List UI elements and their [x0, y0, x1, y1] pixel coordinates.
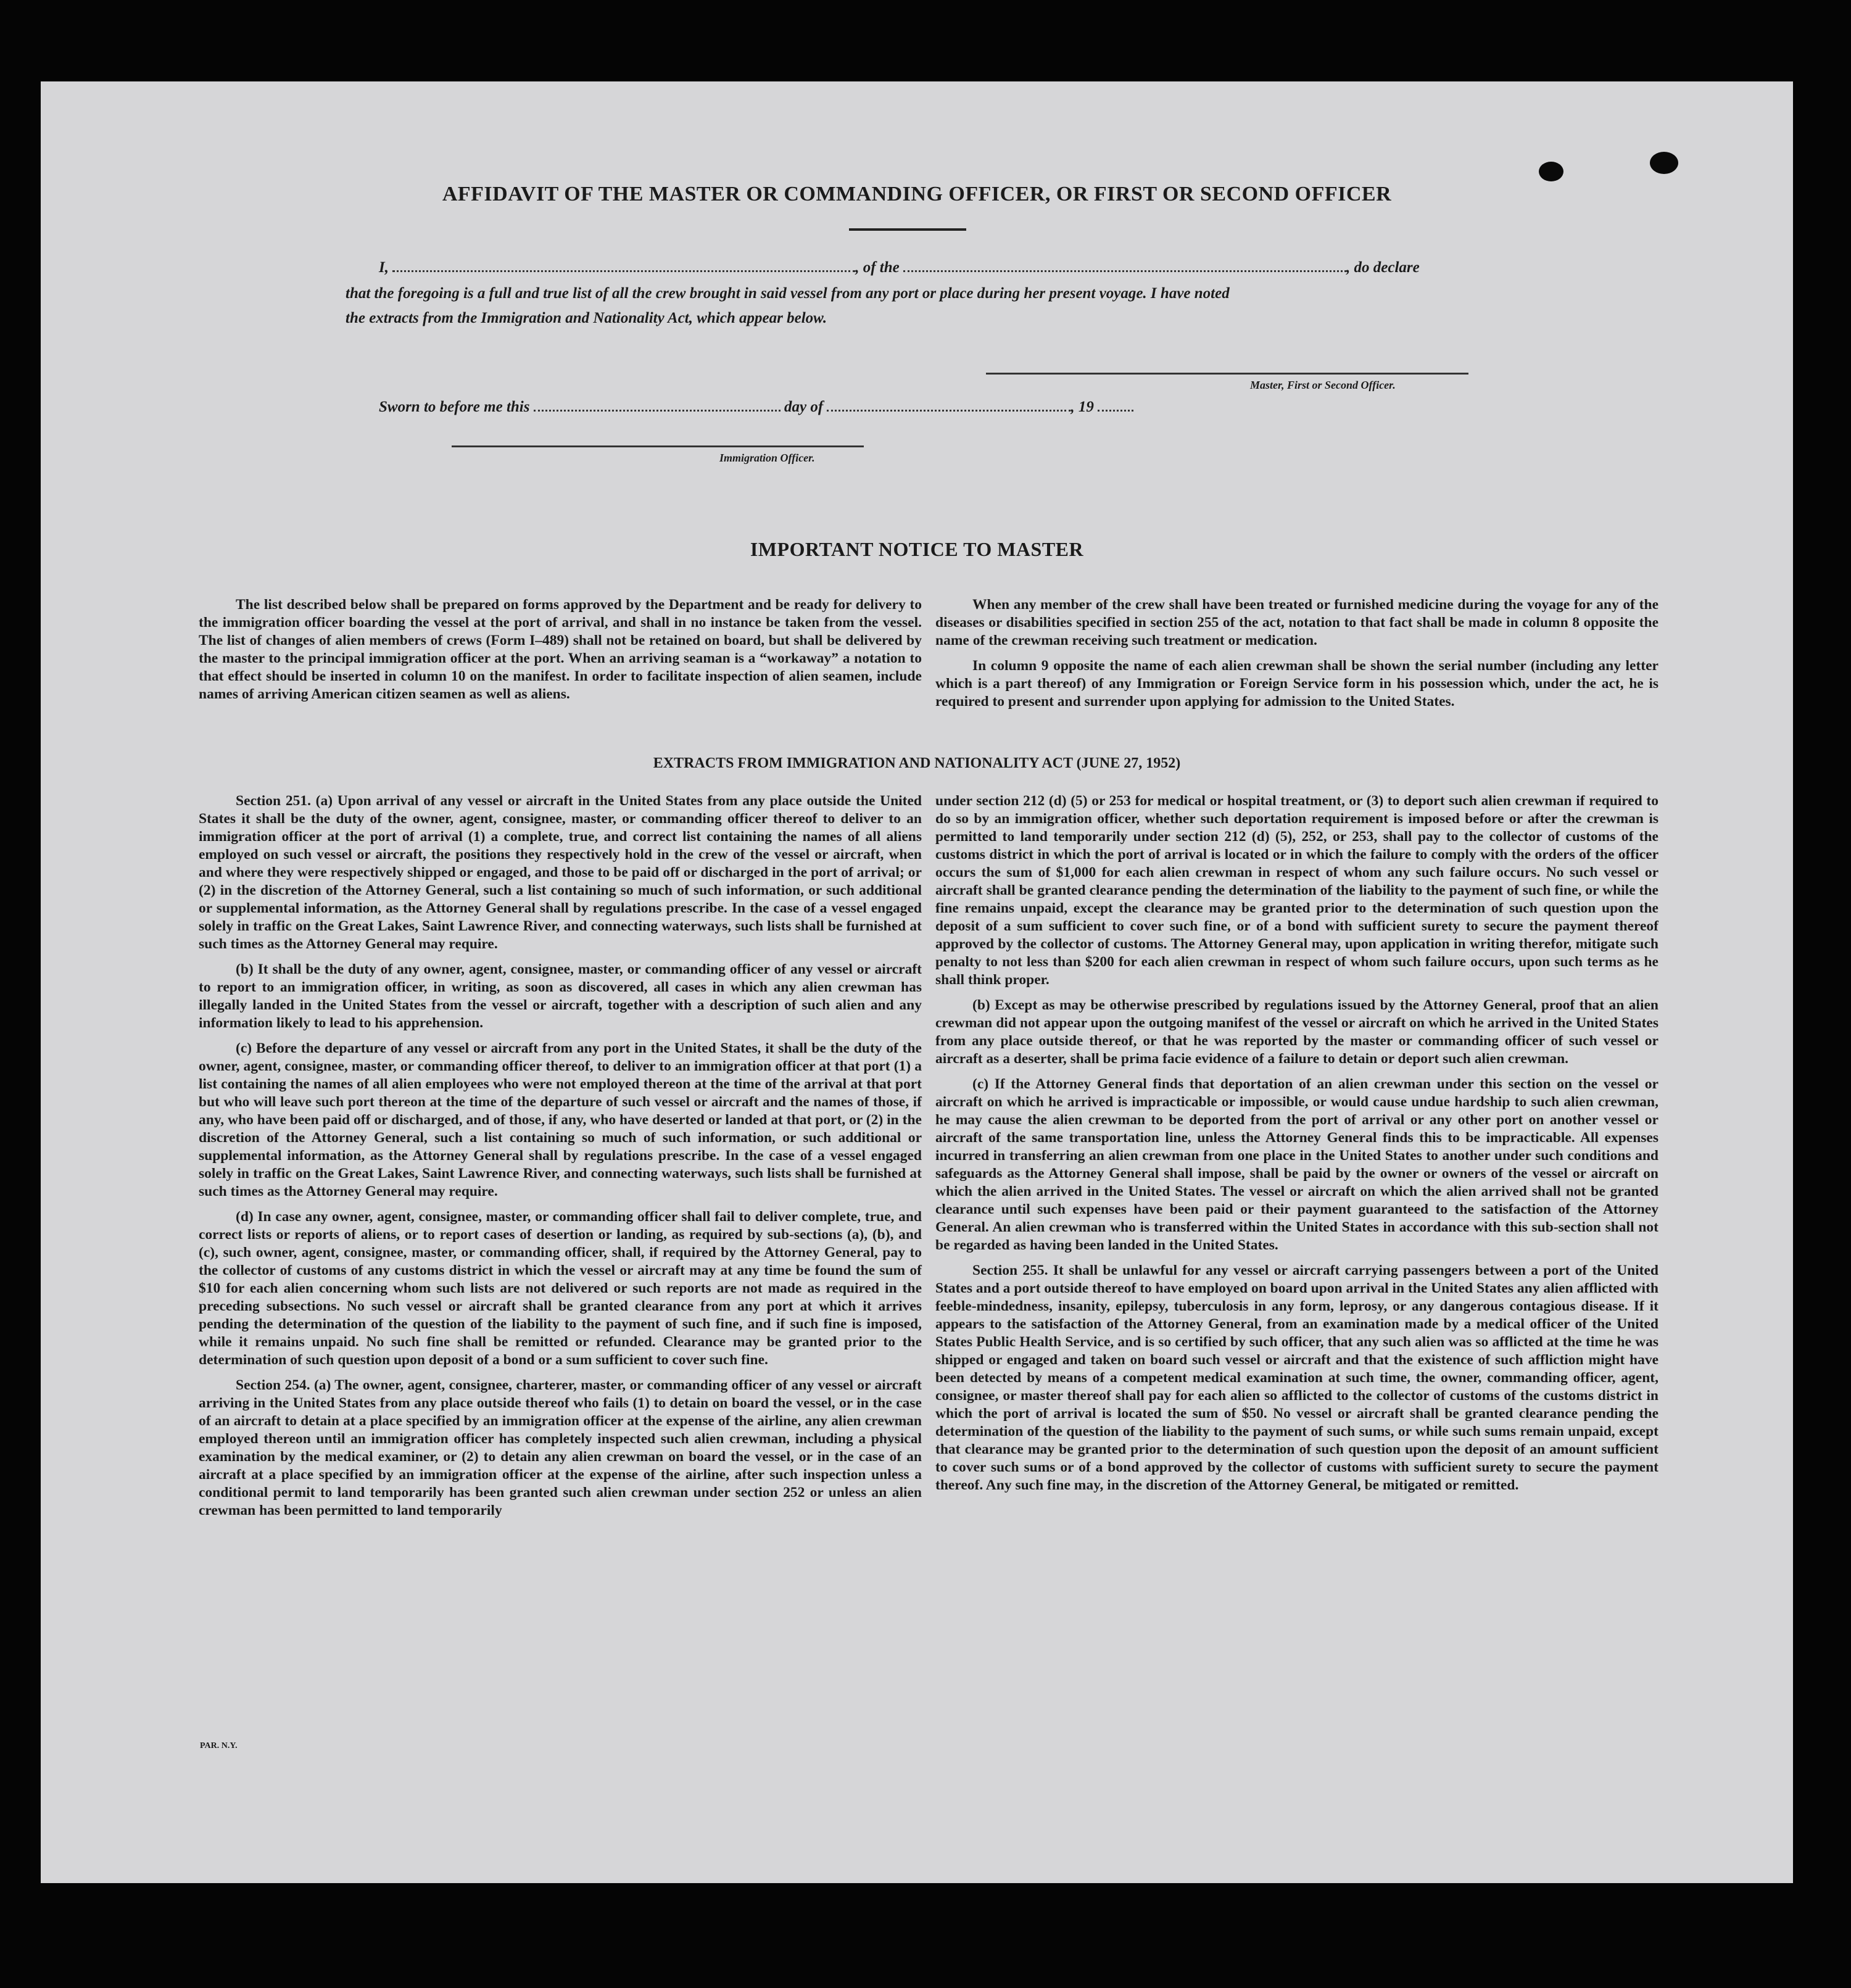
immigration-officer-signature-line[interactable]: [452, 445, 864, 447]
notice-right-column: [935, 596, 1658, 718]
section-251-d: (d) In case any owner, agent, consignee, master, or commanding officer shall fail to deliver complete, true, and correct lists or reports of aliens, or to report cases of desertion or landing, as required by sub-sections (a), (b), and (c), such owner, agent, consignee, master, or commanding officer, shall, if required by the Attorney General, pay to the collector of customs of any customs district in which the vessel or aircraft may at any time be found the sum of $10 for each alien concerning whom such lists are not delivered or such reports are not made as required in the preceding subsections. No such vessel or aircraft shall be granted clearance from any port at which it arrives pending the determination of the question of the liability to the payment of such fine, and if such fine is imposed, while it remains unpaid. No such fine shall be remitted or refunded. Clearance may be granted prior to the determination of such question upon deposit of a bond or a sum sufficient to cover such fine.: [199, 1209, 922, 1368]
extracts-title: EXTRACTS FROM IMMIGRATION AND NATIONALITY ACT (JUNE 27, 1952): [653, 755, 1181, 771]
sworn-year: , 19: [1070, 399, 1094, 415]
extracts-right-column: [935, 792, 1658, 1502]
sworn-text: Sworn to before me this: [379, 399, 530, 415]
declaration-of-the: , of the: [855, 259, 900, 276]
affidavit-title: AFFIDAVIT OF THE MASTER OR COMMANDING OFFICER, OR FIRST OR SECOND OFFICER: [442, 183, 1392, 205]
declaration-line-3: the extracts from the Immigration and Nationality Act, which appear below.: [346, 310, 827, 326]
section-251-c: (c) Before the departure of any vessel or aircraft from any port in the United States, it shall be the duty of the owner, agent, consignee, master, or commanding officer thereof, to deliver to an immigration officer at that port (1) a list containing the names of all alien employees who were not employed thereon at the time of the arrival at that port but who will leave such port thereon at the time of the departure of such vessel or aircraft and the names of those, if any, who have been paid off or discharged, and of those, if any, who have deserted or landed at that port, or (2) in the discretion of the Attorney General, such a list containing so much of such information, or such additional or supplemental information, as the Attorney General shall by regulations prescribe. In the case of a vessel engaged solely in traffic on the Great Lakes, Saint Lawrence River, and connecting waterways, such lists shall be furnished at such times as the Attorney General may require.: [199, 1040, 922, 1199]
name-blank[interactable]: [392, 259, 855, 272]
sworn-day-blank[interactable]: [534, 399, 781, 412]
ink-blot: [1650, 152, 1678, 174]
sworn-month-blank[interactable]: [827, 399, 1070, 412]
notice-title: IMPORTANT NOTICE TO MASTER: [750, 538, 1084, 560]
declaration-i: I,: [379, 259, 389, 276]
ink-blot: [1539, 162, 1563, 181]
notice-paragraph: The list described below shall be prepared on forms approved by the Department and be ready for delivery to the immigration officer boarding the vessel at the port of arrival, and shall in no instance be taken from the vessel. The list of changes of alien members of crews (Form I–489) shall not be retained on board, but shall be delivered by the master to the principal immigration officer at the port. When an arriving seaman is a “workaway” a notation to that effect should be inserted in column 10 on the manifest. In order to facilitate inspection of alien seamen, include names of arriving American citizen seamen as well as aliens.: [199, 597, 922, 702]
section-254-a: Section 254. (a) The owner, agent, consignee, charterer, master, or commanding officer of any vessel or aircraft arriving in the United States from any place outside thereof who fails (1) to detain on board the vessel, or in the case of an aircraft to detain at a place specified by an immigration officer at the expense of the airline, any alien crewman employed thereon until an immigration officer has completely inspected such alien crewman, including a physical examination by the medical examiner, or (2) to detain any alien crewman on board the vessel, or in the case of an aircraft at a place specified by an immigration officer at the expense of the airline, after such inspection unless a conditional permit to land temporarily has been granted such alien crewman under section 252 or unless an alien crewman has been permitted to land temporarily: [199, 1377, 922, 1518]
notice-paragraph: In column 9 opposite the name of each alien crewman shall be shown the serial number (including any letter which is a part thereof) of any Immigration or Foreign Service form in his possession which, under the act, he is required to present and surrender upon applying for admission to the United States.: [935, 658, 1658, 710]
section-254-c: (c) If the Attorney General finds that deportation of an alien crewman under this section on the vessel or aircraft on which he arrived is impracticable or impossible, or would cause undue hardship to such alien crewman, he may cause the alien crewman to be deported from the port of arrival or any other port on another vessel or aircraft of the same transportation line, unless the Attorney General finds this to be impracticable. All expenses incurred in transferring an alien crewman from one place in the United States to another under such conditions and safeguards as the Attorney General shall impose, shall be paid by the owner or owners of the vessel or aircraft on which the alien arrived in the United States. The vessel or aircraft on which the alien arrived shall not be granted clearance until such expenses have been paid or their payment guaranteed to the satisfaction of the Attorney General. An alien crewman who is transferred within the United States in accordance with this sub-section shall not be regarded as having been landed in the United States.: [935, 1076, 1658, 1253]
master-signature-label: Master, First or Second Officer.: [1250, 379, 1396, 391]
sworn-day-of: day of: [784, 399, 824, 415]
form-page: [41, 81, 1793, 1883]
notice-left-column: [199, 596, 922, 711]
extracts-left-column: [199, 792, 922, 1527]
declaration-line-1: [379, 259, 1420, 276]
section-251-b: (b) It shall be the duty of any owner, agent, consignee, master, or commanding officer of any vessel or aircraft to report to an immigration officer, in writing, as soon as discovered, all cases in which any alien crewman has illegally landed in the United States from the vessel or aircraft, together with a description of such alien and any information likely to lead to his apprehension.: [199, 961, 922, 1031]
section-254-b: (b) Except as may be otherwise prescribed by regulations issued by the Attorney General, proof that an alien crewman did not appear upon the outgoing manifest of the vessel or aircraft on which he arrived in the United States from any place outside thereof, or that he was reported by the master or commanding officer of such vessel or aircraft as a deserter, shall be prima facie evidence of a failure to detain or deport such alien crewman.: [935, 997, 1658, 1067]
declaration-do-declare: , do declare: [1346, 259, 1420, 276]
declaration-line-2: that the foregoing is a full and true list of all the crew brought in said vessel from any port or place during her present voyage. I have noted: [346, 285, 1230, 302]
master-signature-line[interactable]: [986, 373, 1468, 375]
notice-paragraph: When any member of the crew shall have been treated or furnished medicine during the voyage for any of the diseases or disabilities specified in section 255 of the act, notation to that fact shall be made in column 8 opposite the name of the crewman receiving such treatment or medication.: [935, 597, 1658, 648]
section-255: Section 255. It shall be unlawful for any vessel or aircraft carrying passengers between a port of the United States and a port outside thereof to have employed on board upon arrival in the United States any alien afflicted with feeble-mindedness, insanity, epilepsy, tuberculosis in any form, leprosy, or any dangerous contagious disease. If it appears to the satisfaction of the Attorney General, from an examination made by a medical officer of the United States Public Health Service, and is so certified by such officer, that any such alien was so afflicted at the time he was shipped or engaged and taken on board such vessel or aircraft and that the existence of such affliction might have been detected by means of a competent medical examination at such time, the owner, commanding officer, agent, consignee, or master thereof shall pay for each alien so afflicted to the collector of customs of the customs district in which the port of arrival is located the sum of $50. No vessel or aircraft shall be granted clearance pending the determination of the question of the liability to the payment of such sums, or while such sums remain unpaid, except that clearance may be granted prior to the determination of such question upon the deposit of an amount sufficient to cover such sums or of a bond approved by the collector of customs with sufficient surety to secure the payment thereof. Any such fine may, in the discretion of the Attorney General, be mitigated or remitted.: [935, 1262, 1658, 1493]
section-254-a-continued: under section 212 (d) (5) or 253 for medical or hospital treatment, or (3) to deport such alien crewman if required to do so by an immigration officer, whether such deportation requirement is imposed before or after the crewman is permitted to land temporarily under section 212 (d) (5), 252, or 253, shall pay to the collector of customs of the customs district in which the port of arrival is located or in which the failure to comply with the orders of the officer occurs the sum of $1,000 for each alien crewman in respect of whom any such failure occurs. No such vessel or aircraft shall be granted clearance pending the determination of the liability to the payment of such fine, or while the fine remains unpaid, except the clearance may be granted prior to the determination of such question upon the deposit of a sum sufficient to cover such fine, or of a bond with sufficient surety to secure the payment thereof approved by the collector of customs. The Attorney General may, upon application in writing therefor, mitigate such penalty to not less than $200 for each alien crewman in respect of whom such failure occurs, upon such terms as he shall think proper.: [935, 793, 1658, 988]
immigration-officer-label: Immigration Officer.: [719, 452, 815, 464]
section-251-a: Section 251. (a) Upon arrival of any vessel or aircraft in the United States from any place outside the United States it shall be the duty of the owner, agent, consignee, master, or commanding officer thereof to deliver to an immigration officer at the port of arrival (1) a complete, true, and correct list containing the names of all aliens employed on such vessel or aircraft, the positions they respectively hold in the crew of the vessel or aircraft, when and where they were respectively shipped or engaged, and those to be paid off or discharged in the port of arrival; or (2) in the discretion of the Attorney General, such a list containing so much of such information, or such additional or supplemental information, as the Attorney General shall by regulations prescribe. In the case of a vessel engaged solely in traffic on the Great Lakes, Saint Lawrence River, and connecting waterways, such lists shall be furnished at such times as the Attorney General may require.: [199, 793, 922, 952]
sworn-year-blank[interactable]: [1098, 399, 1133, 412]
title-rule: [849, 228, 966, 231]
printer-mark: PAR. N.Y.: [200, 1741, 238, 1750]
vessel-blank[interactable]: [903, 259, 1346, 272]
sworn-line: [379, 399, 1133, 416]
